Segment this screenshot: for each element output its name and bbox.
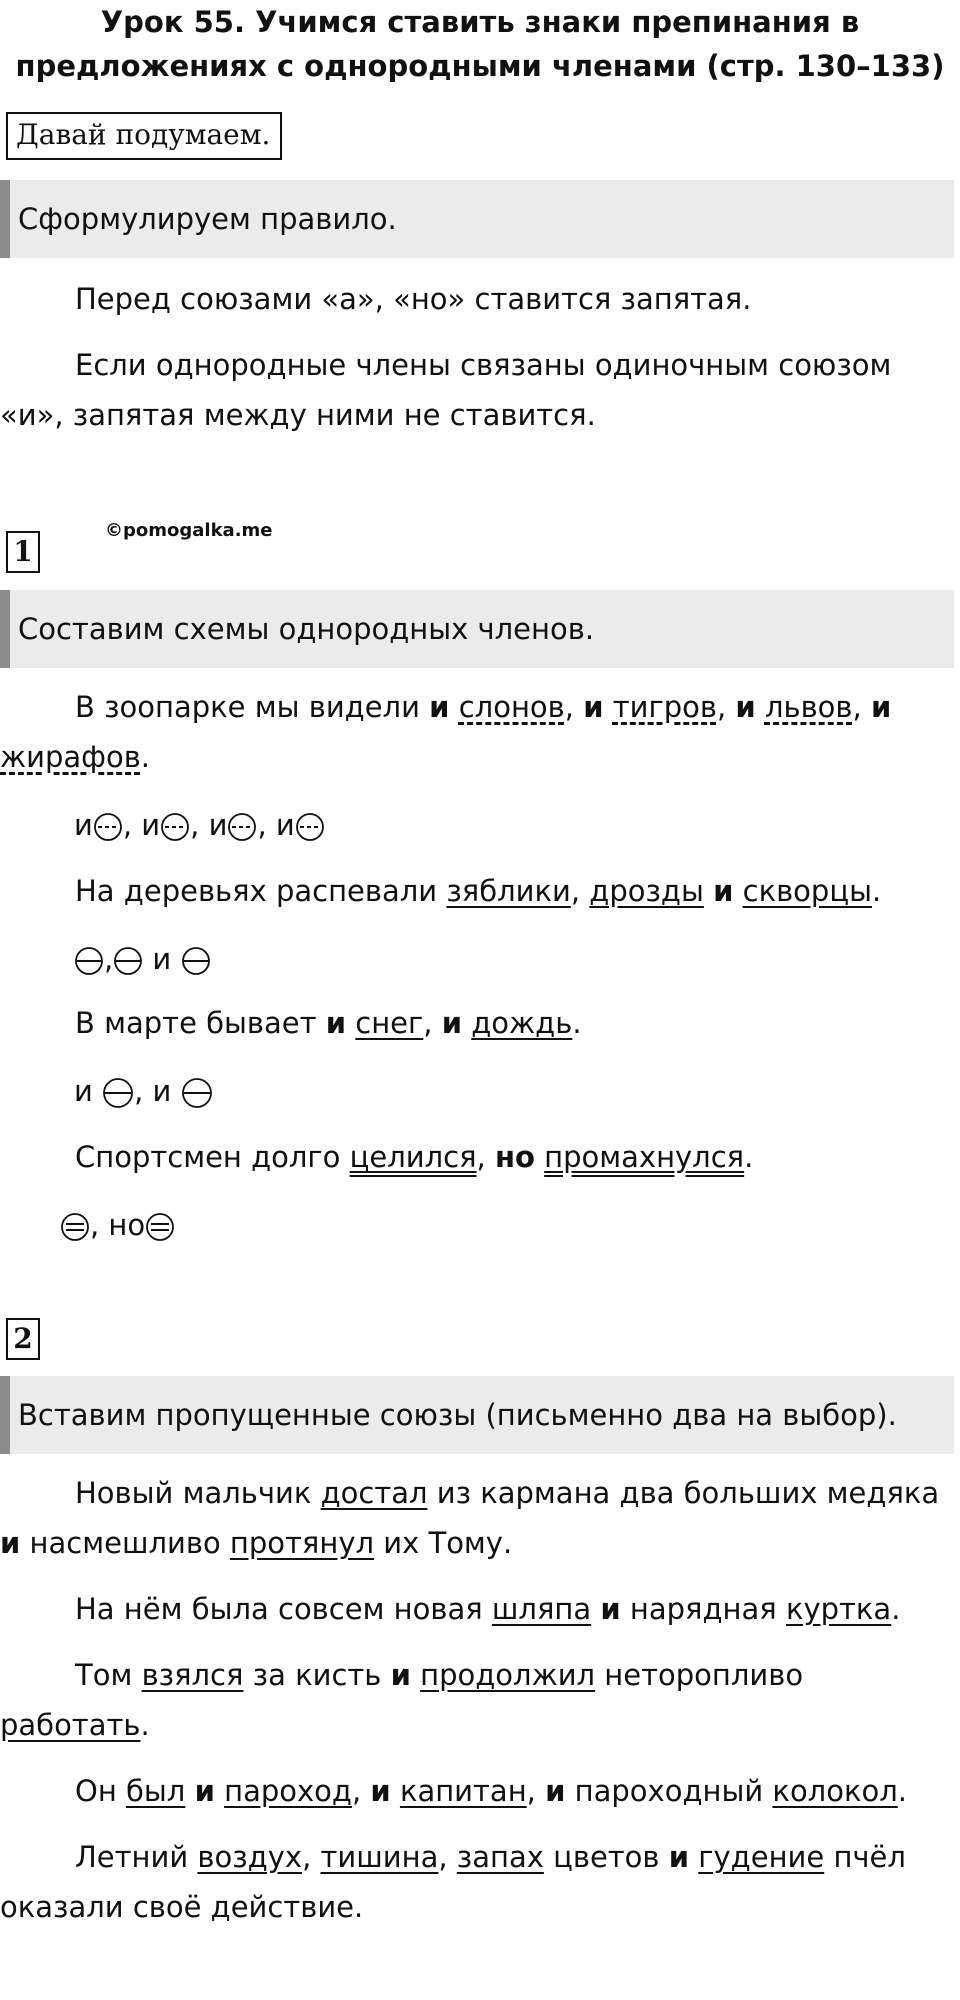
punct: . [572,1006,582,1040]
circle-line-icon [113,946,143,976]
homogeneous-word: дождь [471,1006,573,1040]
space [462,1006,471,1040]
homogeneous-word: пароход [224,1774,352,1808]
punct: . [140,1708,150,1742]
homogeneous-word: целился [349,1140,477,1174]
conjunction: и [870,690,892,724]
punct: , [423,1006,442,1040]
punct: , [570,874,590,908]
homogeneous-word: скворцы [742,874,872,908]
homogeneous-word: снег [355,1006,424,1040]
boxed-label: Давай подумаем. [6,112,282,160]
conjunction: и [545,1774,566,1808]
text: Летний [75,1840,198,1874]
text: Новый мальчик [75,1476,321,1510]
conjunction: и [713,874,734,908]
conjunction: и [390,1658,411,1692]
homogeneous-word: был [126,1774,186,1808]
punct: , [564,690,584,724]
conjunction: и [370,1774,391,1808]
task-number-2: 2 [6,1318,40,1360]
rule-paragraph-1: Перед союзами «а», «но» ставится запятая. [75,282,752,316]
task-number-1: 1 [6,531,40,573]
circle-dashed-icon [93,812,123,842]
space [756,690,765,724]
schema-text: , и [257,808,295,842]
task1-schema-3 [74,1066,213,1116]
homogeneous-word: слонов [458,690,565,724]
homogeneous-word: гудение [698,1840,825,1874]
space [689,1840,698,1874]
space [535,1140,544,1174]
text: В зоопарке мы видели [75,690,430,724]
schema-text: и [74,808,93,842]
rule-paragraph-2: Если однородные члены связаны одиночным союзом «и», запятая между ними не ставится. [0,348,892,432]
circle-double-line-icon [60,1212,90,1242]
circle-double-line-icon [145,1212,175,1242]
punct: , [716,690,736,724]
schema-text: , и [190,808,228,842]
punct: , [852,690,871,724]
conjunction: и [429,690,450,724]
schema-text: , но [90,1208,146,1242]
section-heading-task2: Вставим пропущенные союзы (письменно два на выбор). [0,1376,954,1454]
text: насмешливо [20,1526,230,1560]
conjunction: но [494,1140,535,1174]
homogeneous-word: взялся [141,1658,244,1692]
homogeneous-word: дрозды [589,874,704,908]
schema-text: и [143,942,181,976]
homogeneous-word: достал [320,1476,428,1510]
space [185,1774,194,1808]
task1-schema-4 [60,1200,175,1250]
homogeneous-word: куртка [785,1592,892,1626]
section-heading-rule: Сформулируем правило. [0,180,954,258]
watermark: ©pomogalka.me [105,520,273,541]
text: за кисть [243,1658,391,1692]
page-title [0,0,960,88]
text: На деревьях распевали [75,874,447,908]
homogeneous-word: капитан [399,1774,527,1808]
task2-sentence-2 [0,1584,950,1634]
space [411,1658,420,1692]
homogeneous-word: шляпа [491,1592,592,1626]
punct: . [871,874,882,908]
homogeneous-word: колокол [772,1774,898,1808]
task2-sentence-1 [0,1468,950,1568]
section-heading-task1: Составим схемы однородных членов. [0,590,954,668]
punct: . [891,1592,901,1626]
space [733,874,742,908]
space [346,1006,355,1040]
text: их Тому. [374,1526,513,1560]
title-line-1: Урок 55. Учимся ставить знаки препинания в [100,5,860,39]
space [391,1774,400,1808]
punct: , [438,1840,457,1874]
punct: , [476,1140,495,1174]
circle-line-icon [181,946,211,976]
space [604,690,613,724]
task1-sentence-3 [0,998,950,1048]
homogeneous-word: львов [764,690,853,724]
homogeneous-word: протянул [229,1526,375,1560]
circle-line-icon [181,1077,213,1109]
task1-sentence-1 [0,682,950,782]
circle-dashed-icon [295,812,325,842]
homogeneous-word: тигров [612,690,717,724]
conjunction: и [583,690,604,724]
circle-line-icon [74,946,104,976]
conjunction: и [735,690,756,724]
text: нарядная [620,1592,786,1626]
homogeneous-word: продолжил [420,1658,596,1692]
punct: , [351,1774,371,1808]
conjunction: и [668,1840,690,1874]
homogeneous-word: запах [456,1840,544,1874]
task2-sentence-3 [0,1650,950,1750]
circle-line-icon [102,1077,134,1109]
task2-sentence-4 [0,1766,950,1816]
conjunction: и [194,1774,215,1808]
space [450,690,459,724]
homogeneous-word: работать [0,1708,141,1742]
text: пчёл оказали своё действие. [0,1840,906,1924]
circle-dashed-icon [227,812,257,842]
task1-sentence-2 [0,866,950,916]
text: из кармана два больших медяка [427,1476,940,1510]
conjunction: и [325,1006,347,1040]
punct: . [897,1774,907,1808]
schema-text: , и [134,1074,181,1108]
punct: . [744,1140,754,1174]
text: пароходный [565,1774,773,1808]
task1-schema-1 [74,800,325,850]
schema-text: и [74,1074,103,1108]
conjunction: и [600,1592,621,1626]
homogeneous-word: зяблики [446,874,571,908]
homogeneous-word: промахнулся [544,1140,745,1174]
homogeneous-word: тишина [320,1840,439,1874]
space [704,874,713,908]
circle-dashed-icon [160,812,190,842]
homogeneous-word: воздух [197,1840,303,1874]
punct: . [140,740,150,774]
schema-text: , [104,942,114,976]
punct: , [526,1774,546,1808]
homogeneous-word: жирафов [0,740,141,774]
title-line-2: предложениях с однородными членами (стр. 130–133) [15,49,945,83]
text: Спортсмен долго [75,1140,350,1174]
text: цветов [543,1840,669,1874]
text: неторопливо [595,1658,804,1692]
task1-sentence-4 [0,1132,950,1182]
text: На нём была совсем новая [75,1592,492,1626]
conjunction: и [441,1006,463,1040]
task2-sentence-5 [0,1832,950,1932]
text: Том [75,1658,142,1692]
conjunction: и [0,1526,21,1560]
space [215,1774,224,1808]
text: Он [75,1774,127,1808]
punct: , [302,1840,321,1874]
task1-schema-2 [74,934,211,984]
text: В марте бывает [75,1006,326,1040]
space [591,1592,600,1626]
schema-text: , и [122,808,161,842]
